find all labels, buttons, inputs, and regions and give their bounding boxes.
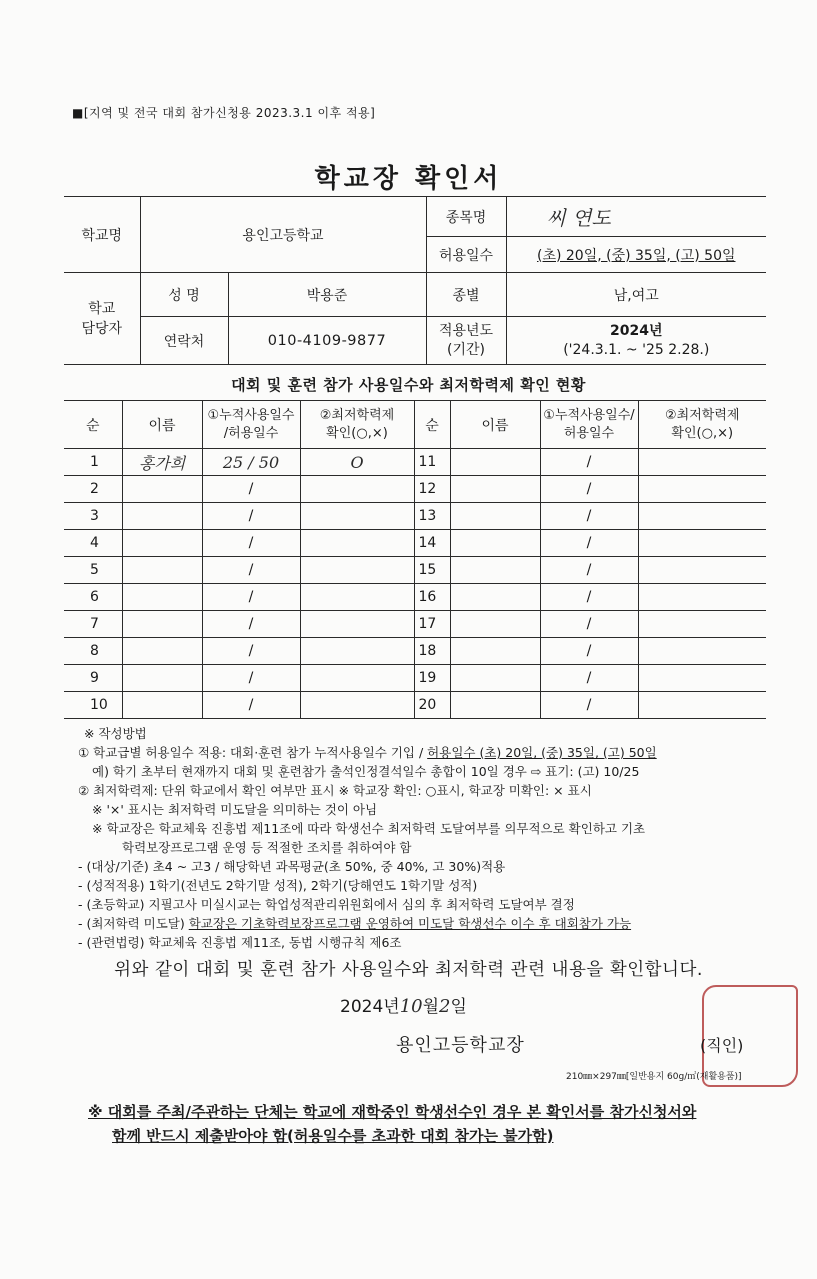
note-3: ※ '×' 표시는 최저학력 미도달을 의미하는 것이 아님 <box>92 802 378 817</box>
cell-name <box>122 476 202 503</box>
note-2: ② 최저학력제: 단위 학교에서 확인 여부만 표시 ※ 학교장 확인: ○표시, 학교장 미확인: × 표시 <box>78 783 592 798</box>
school-label: 학교명 <box>64 197 140 273</box>
cell-name2 <box>450 503 540 530</box>
name-value: 박용준 <box>228 273 426 317</box>
cell-academic2 <box>638 611 766 638</box>
cell-academic: O <box>300 449 414 476</box>
instructions <box>78 724 778 952</box>
cell-no2: 17 <box>414 611 450 638</box>
cell-academic <box>300 665 414 692</box>
form-header-note: ■[지역 및 전국 대회 참가신청용 2023.3.1 이후 적용] <box>72 106 376 120</box>
cell-no: 9 <box>64 665 122 692</box>
cell-academic2 <box>638 665 766 692</box>
note-6: - (성적적용) 1학기(전년도 2학기말 성적), 2학기(당해연도 1학기말 성적) <box>78 878 478 893</box>
cell-name2 <box>450 557 540 584</box>
col-days: ①누적사용일수 /허용일수 <box>202 401 300 449</box>
cell-days: / <box>202 638 300 665</box>
cell-days: / <box>202 611 300 638</box>
col-no-2: 순 <box>414 401 450 449</box>
name-label: 성 명 <box>140 273 228 317</box>
footer-line-2: 함께 반드시 제출받아야 함(허용일수를 초과한 대회 참가는 불가함) <box>112 1127 554 1145</box>
cell-name2 <box>450 638 540 665</box>
confirm-statement: 위와 같이 대회 및 훈련 참가 사용일수와 최저학력 관련 내용을 확인합니다. <box>114 960 703 980</box>
table-row <box>64 692 766 719</box>
document-title: 학교장 확인서 <box>314 164 503 194</box>
cell-days2: / <box>540 584 638 611</box>
table-row <box>64 665 766 692</box>
cell-days: / <box>202 503 300 530</box>
cell-name <box>122 530 202 557</box>
info-table <box>64 196 766 365</box>
cell-days2: / <box>540 449 638 476</box>
col-academic: ②최저학력제 확인(○,×) <box>300 401 414 449</box>
status-table <box>64 400 766 719</box>
date-month: 10 <box>399 996 423 1017</box>
cell-name: 홍가희 <box>122 449 202 476</box>
note-1a-underlined: 허용일수 (초) 20일, (중) 35일, (고) 50일 <box>427 745 657 760</box>
cell-no: 10 <box>64 692 122 719</box>
date-day-unit: 일 <box>450 997 467 1017</box>
cell-academic2 <box>638 584 766 611</box>
table-row <box>64 503 766 530</box>
col-no: 순 <box>64 401 122 449</box>
cell-academic <box>300 530 414 557</box>
year-value: 2024년 <box>610 322 663 339</box>
cell-name2 <box>450 665 540 692</box>
note-4b: 학력보장프로그램 운영 등 적절한 조치를 취하여야 함 <box>122 840 412 855</box>
cell-days2: / <box>540 692 638 719</box>
contact-label: 연락처 <box>140 317 228 365</box>
cell-no: 5 <box>64 557 122 584</box>
table-row <box>64 638 766 665</box>
cell-no: 7 <box>64 611 122 638</box>
principal-name: 용인고등학교장 <box>396 1035 525 1056</box>
status-title: 대회 및 훈련 참가 사용일수와 최저학력제 확인 현황 <box>231 376 586 394</box>
cell-name2 <box>450 476 540 503</box>
sport-value: 씨 연도 <box>506 197 766 237</box>
cell-name2 <box>450 584 540 611</box>
officer-label: 학교 담당자 <box>64 273 140 365</box>
cell-days: / <box>202 476 300 503</box>
sign-date <box>340 992 467 1017</box>
paper-note: 210㎜×297㎜[일반용지 60g/㎡(재활용품)] <box>566 1072 742 1082</box>
gender-label: 종별 <box>426 273 506 317</box>
cell-academic <box>300 611 414 638</box>
gender-value: 남,여고 <box>506 273 766 317</box>
seal-label: (직인) <box>700 1036 744 1055</box>
cell-no2: 15 <box>414 557 450 584</box>
cell-academic2 <box>638 449 766 476</box>
cell-name <box>122 638 202 665</box>
cell-academic <box>300 692 414 719</box>
cell-no: 8 <box>64 638 122 665</box>
cell-academic2 <box>638 557 766 584</box>
cell-academic2 <box>638 530 766 557</box>
note-8a: - (최저학력 미도달) <box>78 916 189 931</box>
cell-days: / <box>202 665 300 692</box>
cell-name <box>122 557 202 584</box>
allowed-days-label: 허용일수 <box>426 237 506 273</box>
cell-name <box>122 611 202 638</box>
table-row <box>64 476 766 503</box>
note-1b: 예) 학기 초부터 현재까지 대회 및 훈련참가 출석인정결석일수 총합이 10일 경우 ⇨ 표기: (고) 10/25 <box>92 764 640 779</box>
cell-no: 1 <box>64 449 122 476</box>
cell-academic2 <box>638 476 766 503</box>
cell-academic2 <box>638 638 766 665</box>
note-4a: ※ 학교장은 학교체육 진흥법 제11조에 따라 학생선수 최저학력 도달여부를 의무적으로 확인하고 기초 <box>92 821 646 836</box>
date-month-unit: 월 <box>422 997 440 1017</box>
table-row <box>64 449 766 476</box>
note-9: - (관련법령) 학교체육 진흥법 제11조, 동법 시행규칙 제6조 <box>78 935 402 950</box>
cell-days: 25 / 50 <box>202 449 300 476</box>
cell-days2: / <box>540 557 638 584</box>
school-name: 용인고등학교 <box>140 197 426 273</box>
cell-academic2 <box>638 692 766 719</box>
table-row <box>64 530 766 557</box>
col-academic-2: ②최저학력제 확인(○,×) <box>638 401 766 449</box>
cell-days: / <box>202 584 300 611</box>
cell-name2 <box>450 530 540 557</box>
table-row <box>64 584 766 611</box>
table-row <box>64 557 766 584</box>
cell-no2: 14 <box>414 530 450 557</box>
cell-name <box>122 584 202 611</box>
contact-value: 010-4109-9877 <box>228 317 426 365</box>
cell-days: / <box>202 530 300 557</box>
footer-line-1: ※ 대회를 주최/주관하는 단체는 학교에 재학중인 학생선수인 경우 본 확인서를 참가신청서와 <box>88 1103 697 1121</box>
cell-academic2 <box>638 503 766 530</box>
cell-no2: 18 <box>414 638 450 665</box>
cell-no: 6 <box>64 584 122 611</box>
cell-no2: 20 <box>414 692 450 719</box>
allowed-days-value: (초) 20일, (중) 35일, (고) 50일 <box>536 247 736 264</box>
note-8b: 학교장은 기초학력보장프로그램 운영하여 미도달 학생선수 이수 후 대회참가 가능 <box>188 916 632 931</box>
cell-days: / <box>202 692 300 719</box>
cell-days2: / <box>540 503 638 530</box>
cell-name <box>122 665 202 692</box>
cell-no: 3 <box>64 503 122 530</box>
table-row <box>64 611 766 638</box>
note-5: - (대상/기준) 초4 ~ 고3 / 해당학년 과목평균(초 50%, 중 40%, 고 30%)적용 <box>78 859 506 874</box>
cell-name2 <box>450 449 540 476</box>
cell-academic <box>300 503 414 530</box>
cell-no: 2 <box>64 476 122 503</box>
date-day: 2 <box>439 996 451 1017</box>
note-7: - (초등학교) 지필고사 미실시교는 학업성적관리위원회에서 심의 후 최저학력 도달여부 결정 <box>78 897 575 912</box>
cell-name2 <box>450 692 540 719</box>
cell-name <box>122 503 202 530</box>
cell-name <box>122 692 202 719</box>
cell-days2: / <box>540 611 638 638</box>
col-name-2: 이름 <box>450 401 540 449</box>
notes-heading: ※ 작성방법 <box>84 726 147 741</box>
cell-days2: / <box>540 665 638 692</box>
cell-academic <box>300 557 414 584</box>
cell-days: / <box>202 557 300 584</box>
cell-name2 <box>450 611 540 638</box>
cell-days2: / <box>540 476 638 503</box>
cell-no2: 19 <box>414 665 450 692</box>
footer-notice <box>88 1100 696 1148</box>
col-days-2: ①누적사용일수/ 허용일수 <box>540 401 638 449</box>
cell-no2: 11 <box>414 449 450 476</box>
cell-academic <box>300 584 414 611</box>
year-period: ('24.3.1. ~ '25 2.28.) <box>563 341 710 358</box>
date-year: 2024년 <box>340 997 400 1017</box>
cell-academic <box>300 476 414 503</box>
col-name: 이름 <box>122 401 202 449</box>
cell-days2: / <box>540 530 638 557</box>
sport-label: 종목명 <box>426 197 506 237</box>
cell-no2: 16 <box>414 584 450 611</box>
cell-academic <box>300 638 414 665</box>
cell-no: 4 <box>64 530 122 557</box>
cell-no2: 12 <box>414 476 450 503</box>
year-label: 적용년도 (기간) <box>426 317 506 365</box>
cell-days2: / <box>540 638 638 665</box>
note-1a: ① 학교급별 허용일수 적용: 대회·훈련 참가 누적사용일수 기입 / <box>78 745 428 760</box>
cell-no2: 13 <box>414 503 450 530</box>
